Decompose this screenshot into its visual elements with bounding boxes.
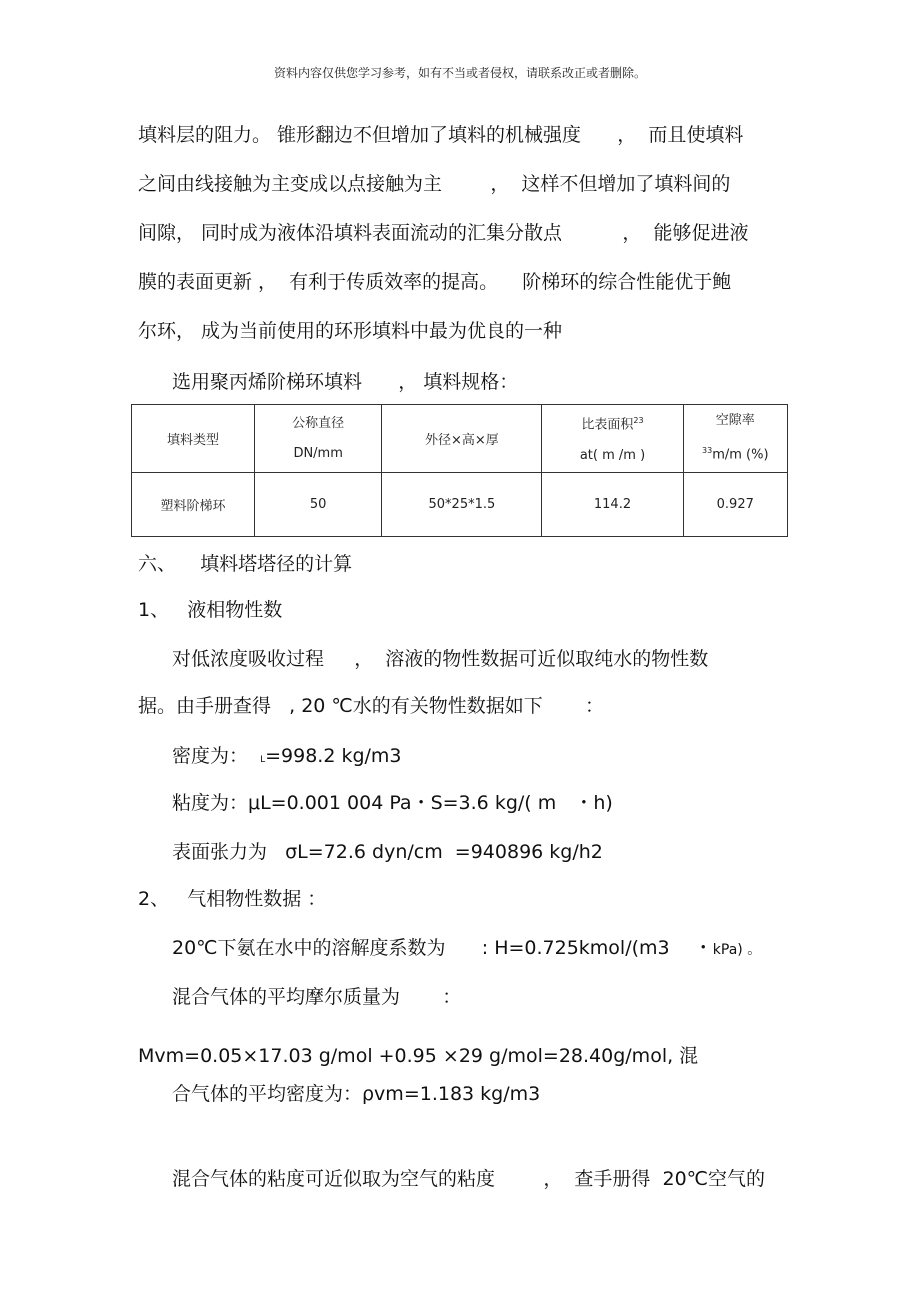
disclaimer-header: 资料内容仅供您学习参考，如有不当或者侵权，请联系改正或者删除。 [273, 66, 646, 80]
packing-spec-table [131, 404, 788, 537]
subsection-heading: 1、 液相物性数 [138, 599, 283, 621]
header-unit: m/m (%) [712, 447, 769, 463]
table-cell: 0.927 [683, 473, 787, 537]
subsection-heading: 2、 气相物性数据 ： [138, 888, 327, 910]
paragraph-line: 填料层的阻力。 锥形翻边不但增加了填料的机械强度 ， 而且使填料 [138, 124, 744, 146]
header-superscript: 23 [633, 416, 644, 426]
molar-mass-line: Mvm=0.05×17.03 g/mol +0.95 ×29 g/mol=28.40g/mol, 混 [138, 1045, 699, 1067]
header-text: 空隙率 [715, 413, 755, 429]
table-cell: 114.2 [542, 473, 683, 537]
header-text: 公称直径 [292, 415, 345, 431]
density-subscript: L [260, 755, 266, 765]
table-header-cell [683, 405, 787, 473]
paragraph-line: 间隙， 同时成为液体沿填料表面流动的汇集分散点 ， 能够促进液 [138, 222, 749, 244]
table-cell: 50*25*1.5 [382, 473, 542, 537]
surface-tension-line: 表面张力为 σL=72.6 dyn/cm =940896 kg/h2 [172, 841, 603, 863]
header-text: 比表面积 [581, 417, 634, 433]
section-heading: 六、 填料塔塔径的计算 [138, 553, 353, 575]
paragraph-line: 混合气体的平均摩尔质量为 ： [172, 986, 462, 1008]
table-cell: 塑料阶梯环 [132, 473, 255, 537]
solubility-line [172, 936, 761, 962]
viscosity-line: 粘度为：μL=0.001 004 Pa・S=3.6 kg/( m ・h) [172, 792, 613, 814]
header-unit: DN/mm [293, 445, 343, 461]
table-header-cell [255, 405, 382, 473]
paragraph-line: 尔环， 成为当前使用的环形填料中最为优良的一种 [138, 320, 563, 342]
spec-intro: 选用聚丙烯阶梯环填料 ， 填料规格： [172, 371, 519, 393]
paragraph-line: 混合气体的粘度可近似取为空气的粘度 ， 查手册得 20℃空气的 [172, 1168, 765, 1190]
paragraph-line: 膜的表面更新 ， 有利于传质效率的提高。 阶梯环的综合性能优于鲍 [138, 271, 732, 293]
table-row [132, 473, 788, 537]
table-header-cell [542, 405, 683, 473]
table-cell: 50 [255, 473, 382, 537]
table-header-cell: 填料类型 [132, 405, 255, 473]
density-line [172, 744, 402, 772]
table-header-cell: 外径×高×厚 [382, 405, 542, 473]
solubility-unit: kPa) 。 [712, 942, 762, 958]
paragraph-line: 之间由线接触为主变成以点接触为主 ， 这样不但增加了填料间的 [138, 173, 731, 195]
solubility-text: 20℃下氨在水中的溶解度系数为 : H=0.725kmol/(m3 ・ [172, 937, 713, 959]
paragraph-line: 对低浓度吸收过程 ， 溶液的物性数据可近似取纯水的物性数 [172, 648, 709, 670]
density-value: =998.2 kg/m3 [265, 745, 402, 767]
paragraph-line: 据。由手册查得 , 20 ℃水的有关物性数据如下 ： [138, 695, 605, 717]
header-superscript: 33 [702, 446, 713, 456]
density-label: 密度为： [172, 745, 261, 767]
table-header-row [132, 405, 788, 473]
header-unit: at( m /m ) [579, 447, 646, 463]
gas-density-line: 合气体的平均密度为：ρvm=1.183 kg/m3 [172, 1083, 541, 1105]
